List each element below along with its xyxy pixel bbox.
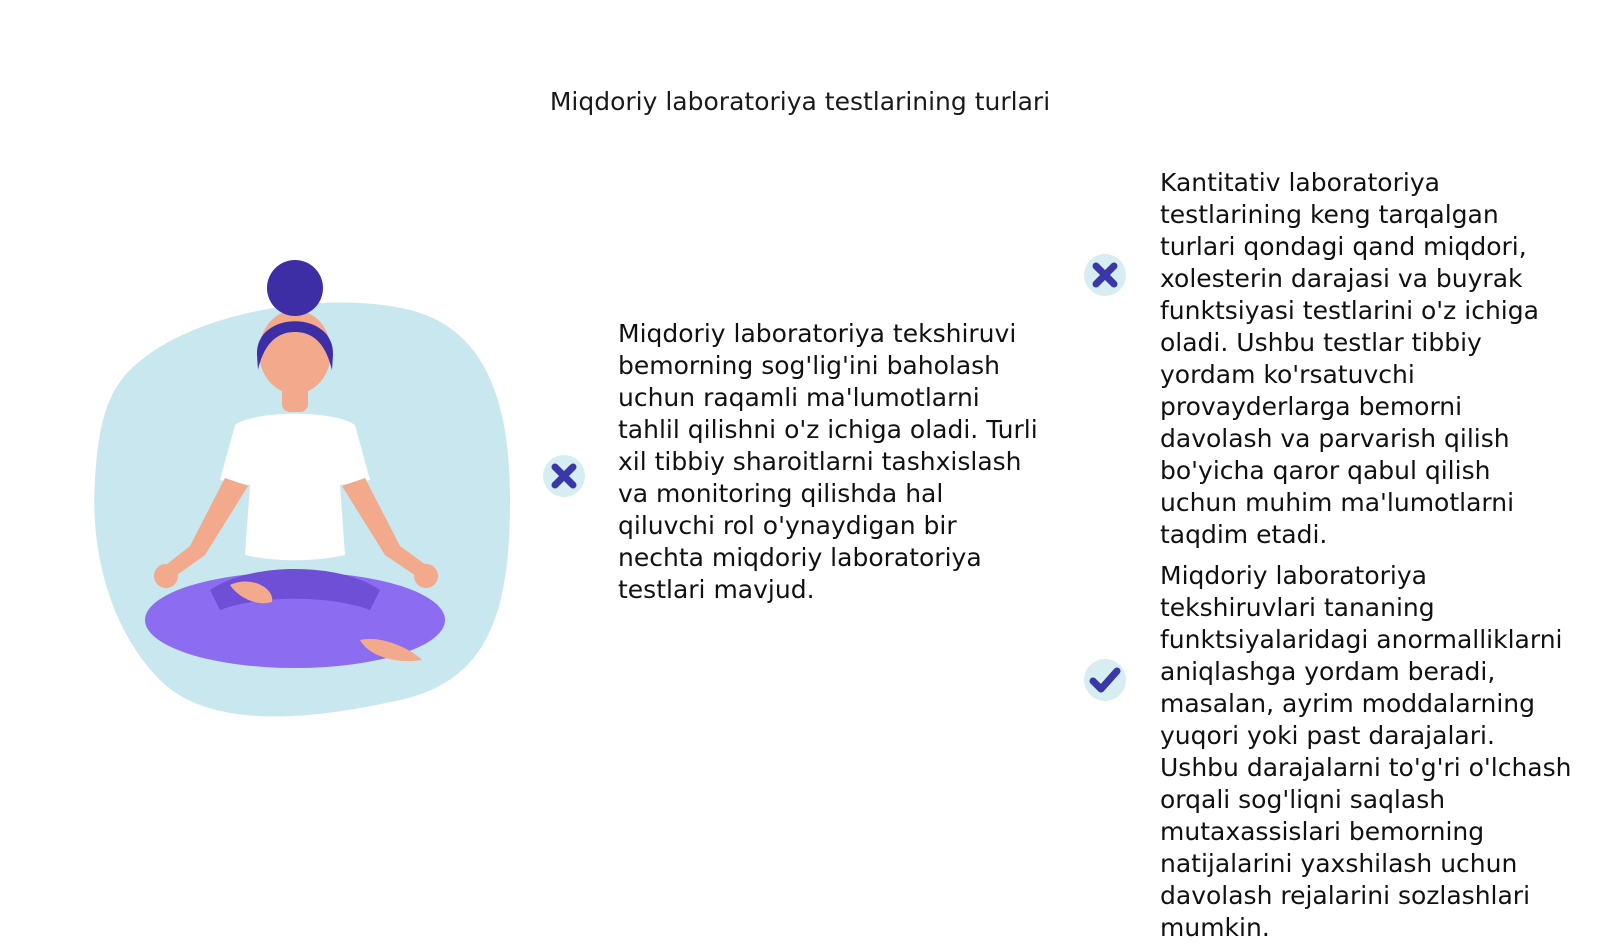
point-text-2: Kantitativ laboratoriya testlarining keng tarqalgan turlari qondagi qand miqdori, xolesterin darajasi va buyrak funktsiyasi testlarini o'z ichiga oladi. Ushbu testlar tibbiy yordam ko'rsatuvchi provayderlarga bemorni davolash va parvarish qilish bo'yicha qaror qabul qilish uchun muhim ma'lumotlarni taqdim etadi. bbox=[1160, 168, 1539, 549]
check-icon bbox=[1082, 657, 1128, 703]
point-text-1: Miqdoriy laboratoriya tekshiruvi bemorning sog'lig'ini baholash uchun raqamli ma'lumotlarni tahlil qilishni o'z ichiga oladi. Turli xil tibbiy sharoitlarni tashxislash va monitoring qilishda hal qiluvchi rol o'ynaydigan bir nechta miqdoriy laboratoriya testlari mavjud. bbox=[618, 319, 1038, 604]
slide-title: Miqdoriy laboratoriya testlarining turlari bbox=[549, 87, 1051, 116]
meditating-woman-illustration bbox=[70, 250, 530, 750]
cross-icon bbox=[541, 453, 587, 499]
point-text-3: Miqdoriy laboratoriya tekshiruvlari tananing funktsiyalaridagi anormalliklarni aniqlashga yordam beradi, masalan, ayrim moddalarning yuqori yoki past darajalari. Ushbu darajalarni to'g'ri o'lchash orqali sog'liqni saqlash mutaxassislari bemorning natijalarini yaxshilash uchun davolash rejalarini sozlashlari mumkin. bbox=[1160, 561, 1572, 942]
hair-bun bbox=[267, 260, 323, 316]
cross-icon bbox=[1082, 252, 1128, 298]
